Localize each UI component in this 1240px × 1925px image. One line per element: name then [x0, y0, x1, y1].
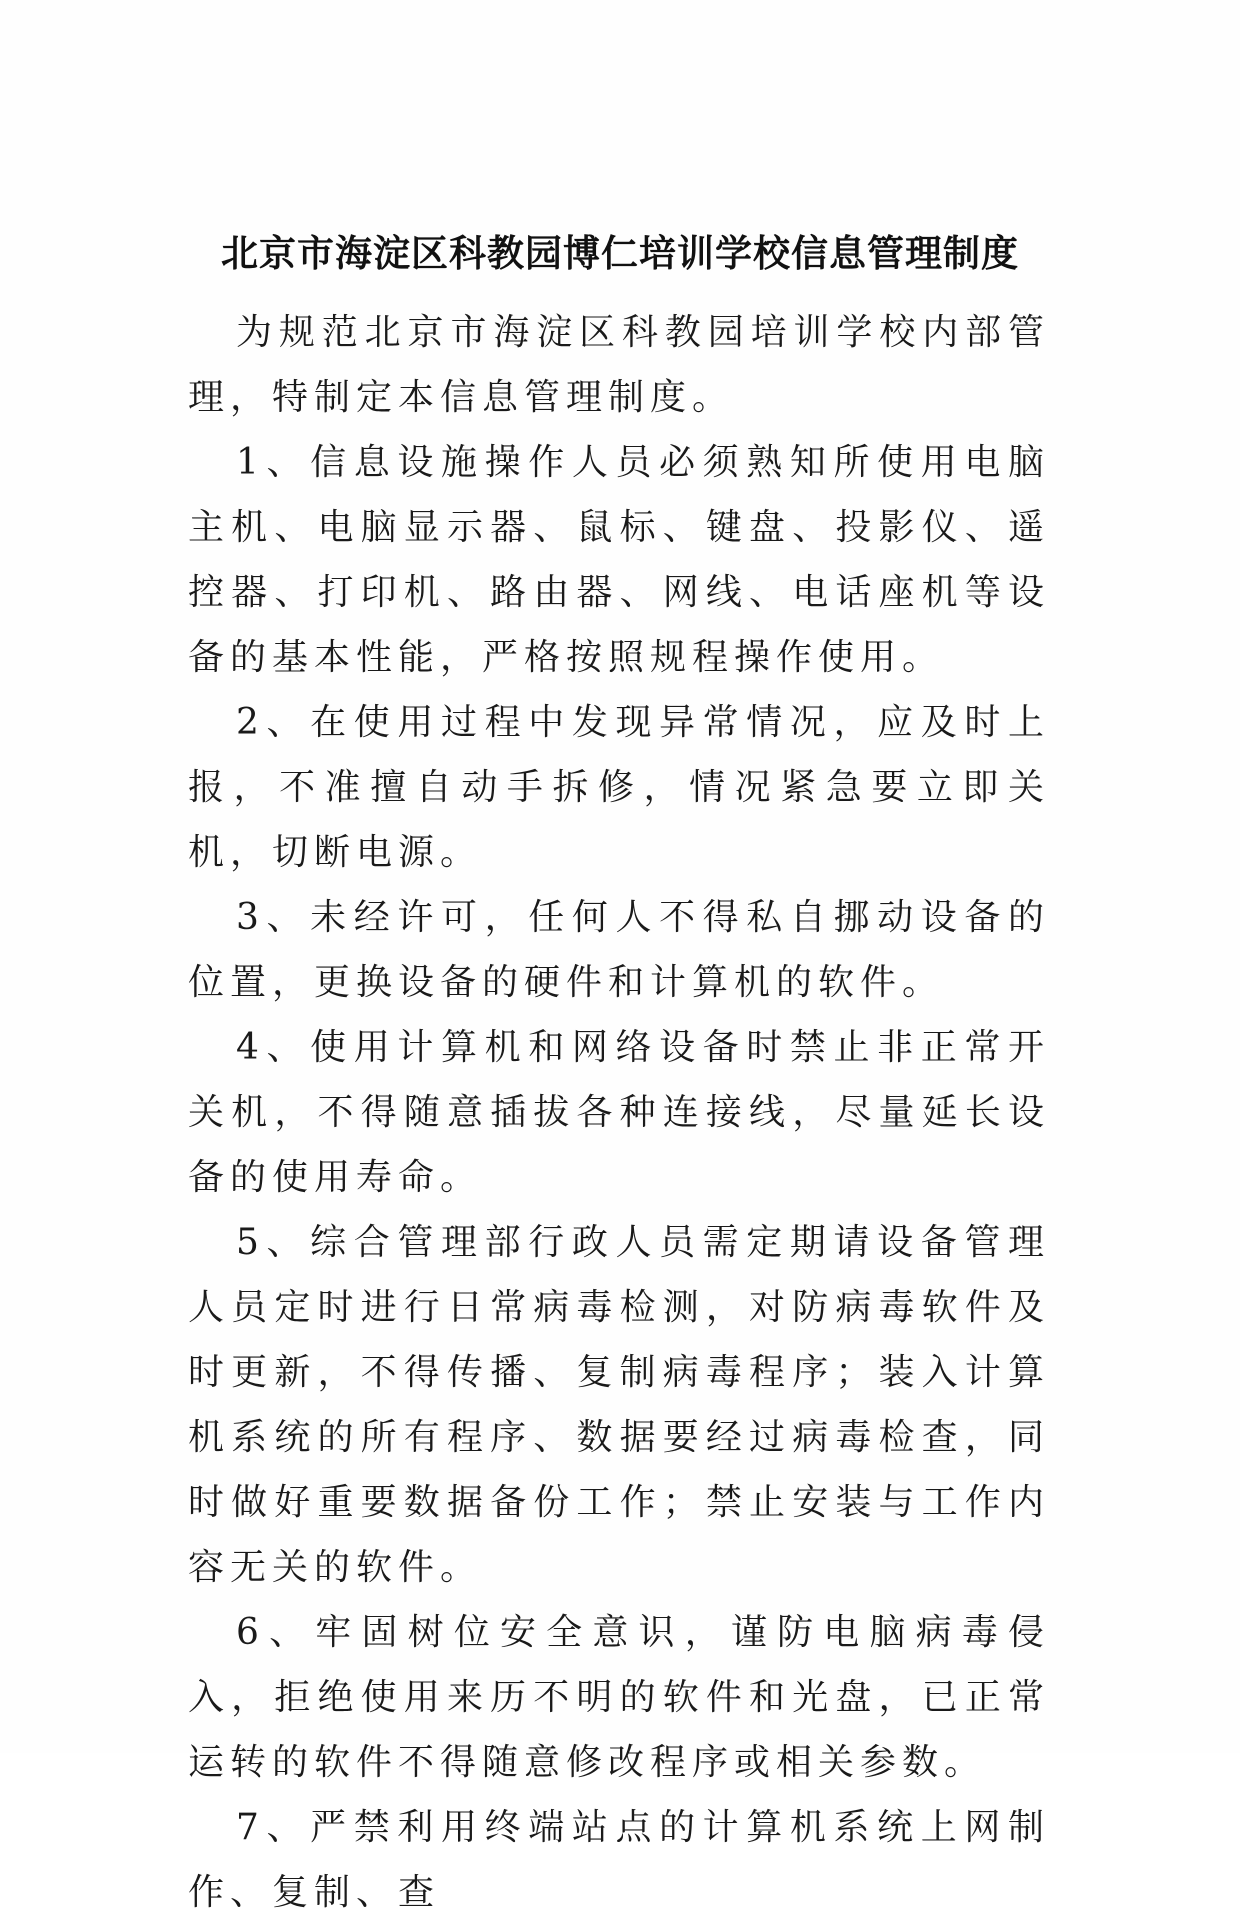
document-body	[188, 300, 1050, 1925]
paragraph-intro: 为规范北京市海淀区科教园培训学校内部管理，特制定本信息管理制度。	[188, 312, 1050, 418]
paragraph-rule-3: 3、未经许可，任何人不得私自挪动设备的位置，更换设备的硬件和计算机的软件。	[188, 897, 1050, 1003]
paragraph-rule-7: 7、严禁利用终端站点的计算机系统上网制作、复制、查	[188, 1807, 1050, 1913]
scan-speck	[28, 32, 112, 78]
paragraph-rule-4: 4、使用计算机和网络设备时禁止非正常开关机，不得随意插拔各种连接线，尽量延长设备的使用寿命。	[188, 1027, 1050, 1198]
paragraph-rule-2: 2、在使用过程中发现异常情况，应及时上报，不准擅自动手拆修，情况紧急要立即关机，切断电源。	[188, 702, 1050, 873]
document-title: 北京市海淀区科教园博仁培训学校信息管理制度	[221, 231, 1019, 275]
paragraph-rule-5: 5、综合管理部行政人员需定期请设备管理人员定时进行日常病毒检测，对防病毒软件及时更新，不得传播、复制病毒程序；装入计算机系统的所有程序、数据要经过病毒检查，同时做好重要数据备份工作；禁止安装与工作内容无关的软件。	[188, 1222, 1050, 1588]
paragraph-rule-1: 1、信息设施操作人员必须熟知所使用电脑主机、电脑显示器、鼠标、键盘、投影仪、遥控器、打印机、路由器、网线、电话座机等设备的基本性能，严格按照规程操作使用。	[188, 442, 1050, 678]
paragraph-rule-6: 6、牢固树位安全意识，谨防电脑病毒侵入，拒绝使用来历不明的软件和光盘，已正常运转的软件不得随意修改程序或相关参数。	[188, 1612, 1050, 1783]
